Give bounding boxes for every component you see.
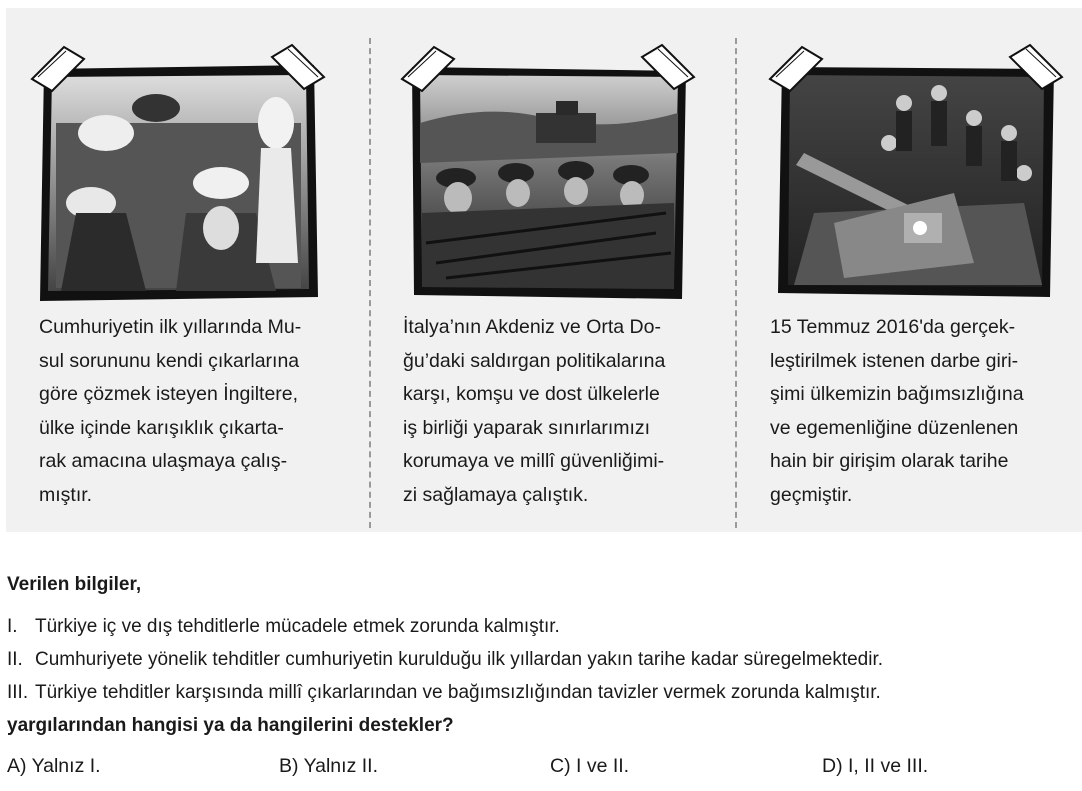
question-prompt: yargılarından hangisi ya da hangilerini destekler? [7, 715, 454, 736]
caption-line: şimi ülkemizin bağımsızlığına [770, 383, 1024, 405]
question-intro: Verilen bilgiler, [7, 574, 142, 595]
statement-2 [7, 649, 883, 671]
statement-1 [7, 616, 560, 638]
statement-number: III. [7, 682, 29, 703]
tape-left [398, 43, 458, 93]
caption-line: sul sorununu kendi çıkarlarına [39, 349, 300, 372]
caption-line: mıştır. [39, 483, 93, 506]
info-panel [6, 8, 1082, 532]
caption-line: rak amacına ulaşmaya çalış- [39, 450, 288, 472]
photo-tank [774, 63, 1059, 303]
statement-text: Türkiye tehditler karşısında millî çıkarlarından ve bağımsızlığından tavizler vermek zorunda kalmıştır. [35, 682, 881, 703]
statement-number: I. [7, 616, 18, 637]
tape-right [638, 41, 698, 91]
statement-number: II. [7, 649, 23, 670]
caption-line: 15 Temmuz 2016'da gerçek- [770, 316, 1016, 338]
divider-2 [735, 38, 737, 528]
statement-text: Cumhuriyete yönelik tehditler cumhuriyetin kurulduğu ilk yıllardan yakın tarihe kadar süregelmektedir. [35, 649, 884, 670]
info-card-3 [738, 8, 1078, 528]
caption-line: Cumhuriyetin ilk yıllarında Mu- [39, 316, 302, 338]
option-c[interactable]: C) I ve II. [550, 755, 630, 777]
caption-line: geçmiştir. [770, 483, 853, 506]
caption-line: göre çözmek isteyen İngiltere, [39, 383, 299, 405]
caption-line: korumaya ve millî güvenliğimi- [403, 450, 665, 472]
caption-line: ülke içinde karışıklık çıkarta- [39, 416, 284, 439]
caption-line: İtalya’nın Akdeniz ve Orta Do- [403, 316, 661, 338]
statement-text: Türkiye iç ve dış tehditlerle mücadele etmek zorunda kalmıştır. [35, 616, 560, 637]
tape-left [766, 43, 826, 93]
tape-right [268, 41, 328, 91]
caption-line: zi sağlamaya çalıştık. [403, 483, 589, 506]
card-caption [39, 311, 342, 512]
option-d[interactable]: D) I, II ve III. [822, 755, 929, 777]
statement-3 [7, 682, 881, 704]
photo-frame [406, 63, 691, 303]
photo-frame [774, 63, 1059, 303]
info-card-1 [6, 8, 346, 528]
option-b[interactable]: B) Yalnız II. [279, 755, 378, 777]
caption-line: ğu’daki saldırgan politikalarına [403, 349, 666, 372]
card-caption [403, 311, 706, 512]
photo-soldiers [406, 63, 691, 303]
caption-line: leştirilmek istenen darbe giri- [770, 349, 1019, 372]
info-card-2 [372, 8, 712, 528]
card-caption [770, 311, 1074, 512]
photo-frame [36, 63, 321, 303]
caption-line: hain bir girişim olarak tarihe [770, 450, 1009, 472]
option-a[interactable]: A) Yalnız I. [7, 755, 101, 777]
caption-line: iş birliği yaparak sınırlarımızı [403, 416, 651, 439]
photo-elders [36, 63, 321, 303]
divider-1 [369, 38, 371, 528]
caption-line: ve egemenliğine düzenlenen [770, 416, 1019, 439]
tape-left [28, 43, 88, 93]
tape-right [1006, 41, 1066, 91]
caption-line: karşı, komşu ve dost ülkelerle [403, 383, 660, 405]
